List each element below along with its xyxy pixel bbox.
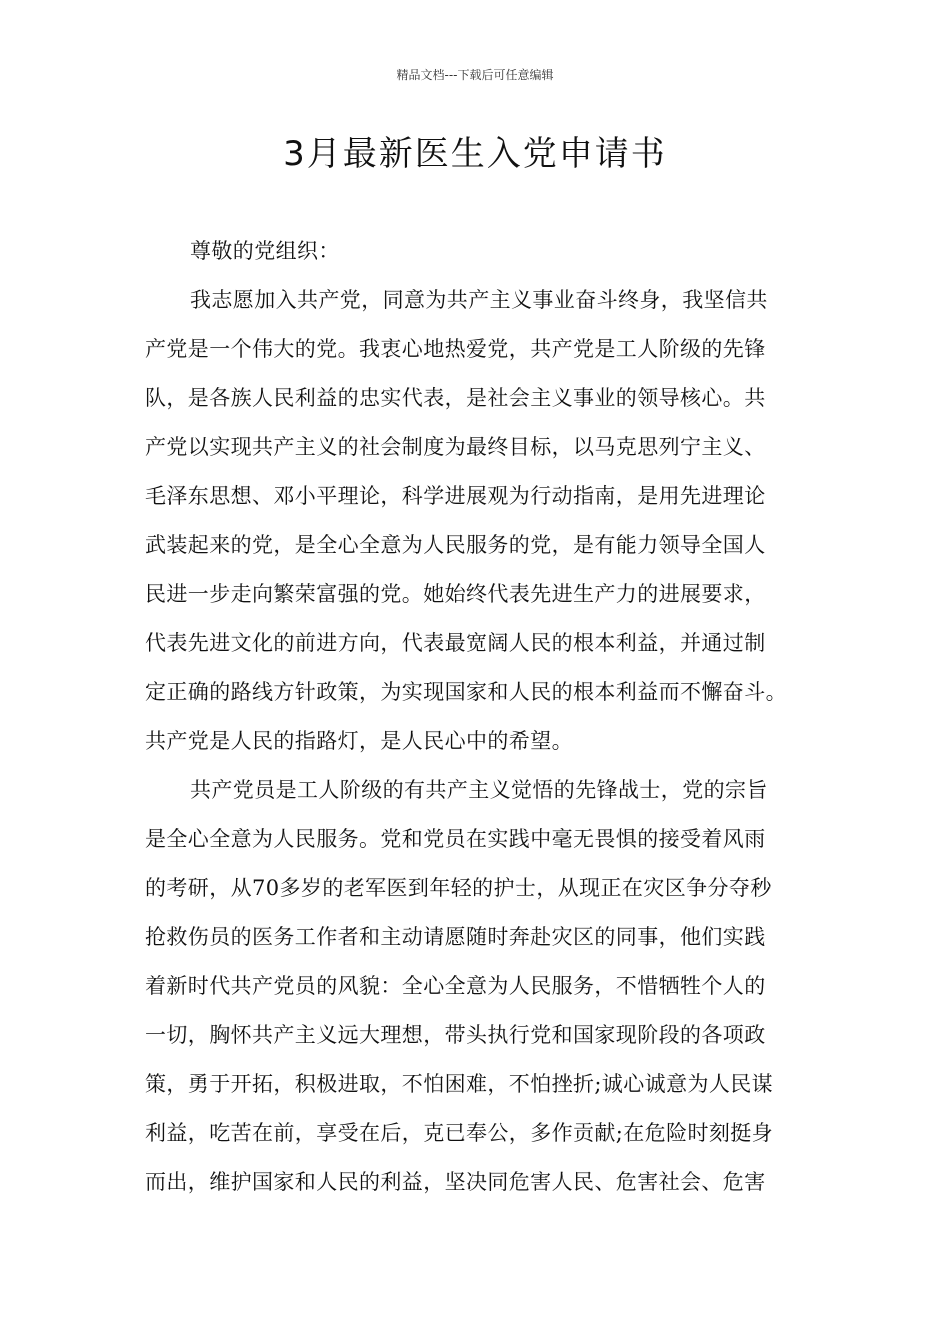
text-line: 定正确的路线方针政策，为实现国家和人民的根本利益而不懈奋斗。 xyxy=(145,680,787,704)
text-line: 着新时代共产党员的风貌：全心全意为人民服务，不惜牺牲个人的 xyxy=(145,974,766,998)
text-line: 是全心全意为人民服务。党和党员在实践中毫无畏惧的接受着风雨 xyxy=(145,827,766,851)
document-title: 3月最新医生入党申请书 xyxy=(283,134,667,174)
text-line: 一切，胸怀共产主义远大理想，带头执行党和国家现阶段的各项政 xyxy=(145,1023,766,1047)
text-line: 队，是各族人民利益的忠实代表，是社会主义事业的领导核心。共 xyxy=(145,386,766,410)
text-line: 尊敬的党组织： xyxy=(190,239,340,263)
text-line: 产党以实现共产主义的社会制度为最终目标，以马克思列宁主义、 xyxy=(145,435,766,459)
text-line: 我志愿加入共产党，同意为共产主义事业奋斗终身，我坚信共 xyxy=(190,288,768,312)
text-line: 而出，维护国家和人民的利益，坚决同危害人民、危害社会、危害 xyxy=(145,1170,766,1194)
header-note: 精品文档---下载后可任意编辑 xyxy=(396,68,554,82)
text-line: 武装起来的党，是全心全意为人民服务的党，是有能力领导全国人 xyxy=(145,533,766,557)
text-line: 共产党是人民的指路灯，是人民心中的希望。 xyxy=(145,729,573,753)
text-line: 共产党员是工人阶级的有共产主义觉悟的先锋战士，党的宗旨 xyxy=(190,778,768,802)
text-line: 抢救伤员的医务工作者和主动请愿随时奔赴灾区的同事，他们实践 xyxy=(145,925,766,949)
text-line: 民进一步走向繁荣富强的党。她始终代表先进生产力的进展要求， xyxy=(145,582,766,606)
document-body xyxy=(145,233,811,1213)
text-line: 策，勇于开拓，积极进取，不怕困难，不怕挫折;诚心诚意为人民谋 xyxy=(145,1072,774,1096)
text-line: 产党是一个伟大的党。我衷心地热爱党，共产党是工人阶级的先锋 xyxy=(145,337,766,361)
text-line: 的考研，从70多岁的老军医到年轻的护士，从现正在灾区争分夺秒 xyxy=(145,876,772,900)
text-line: 代表先进文化的前进方向，代表最宽阔人民的根本利益，并通过制 xyxy=(145,631,766,655)
text-line: 利益，吃苦在前，享受在后，克已奉公，多作贡献;在危险时刻挺身 xyxy=(145,1121,774,1145)
text-line: 毛泽东思想、邓小平理论，科学进展观为行动指南，是用先进理论 xyxy=(145,484,766,508)
